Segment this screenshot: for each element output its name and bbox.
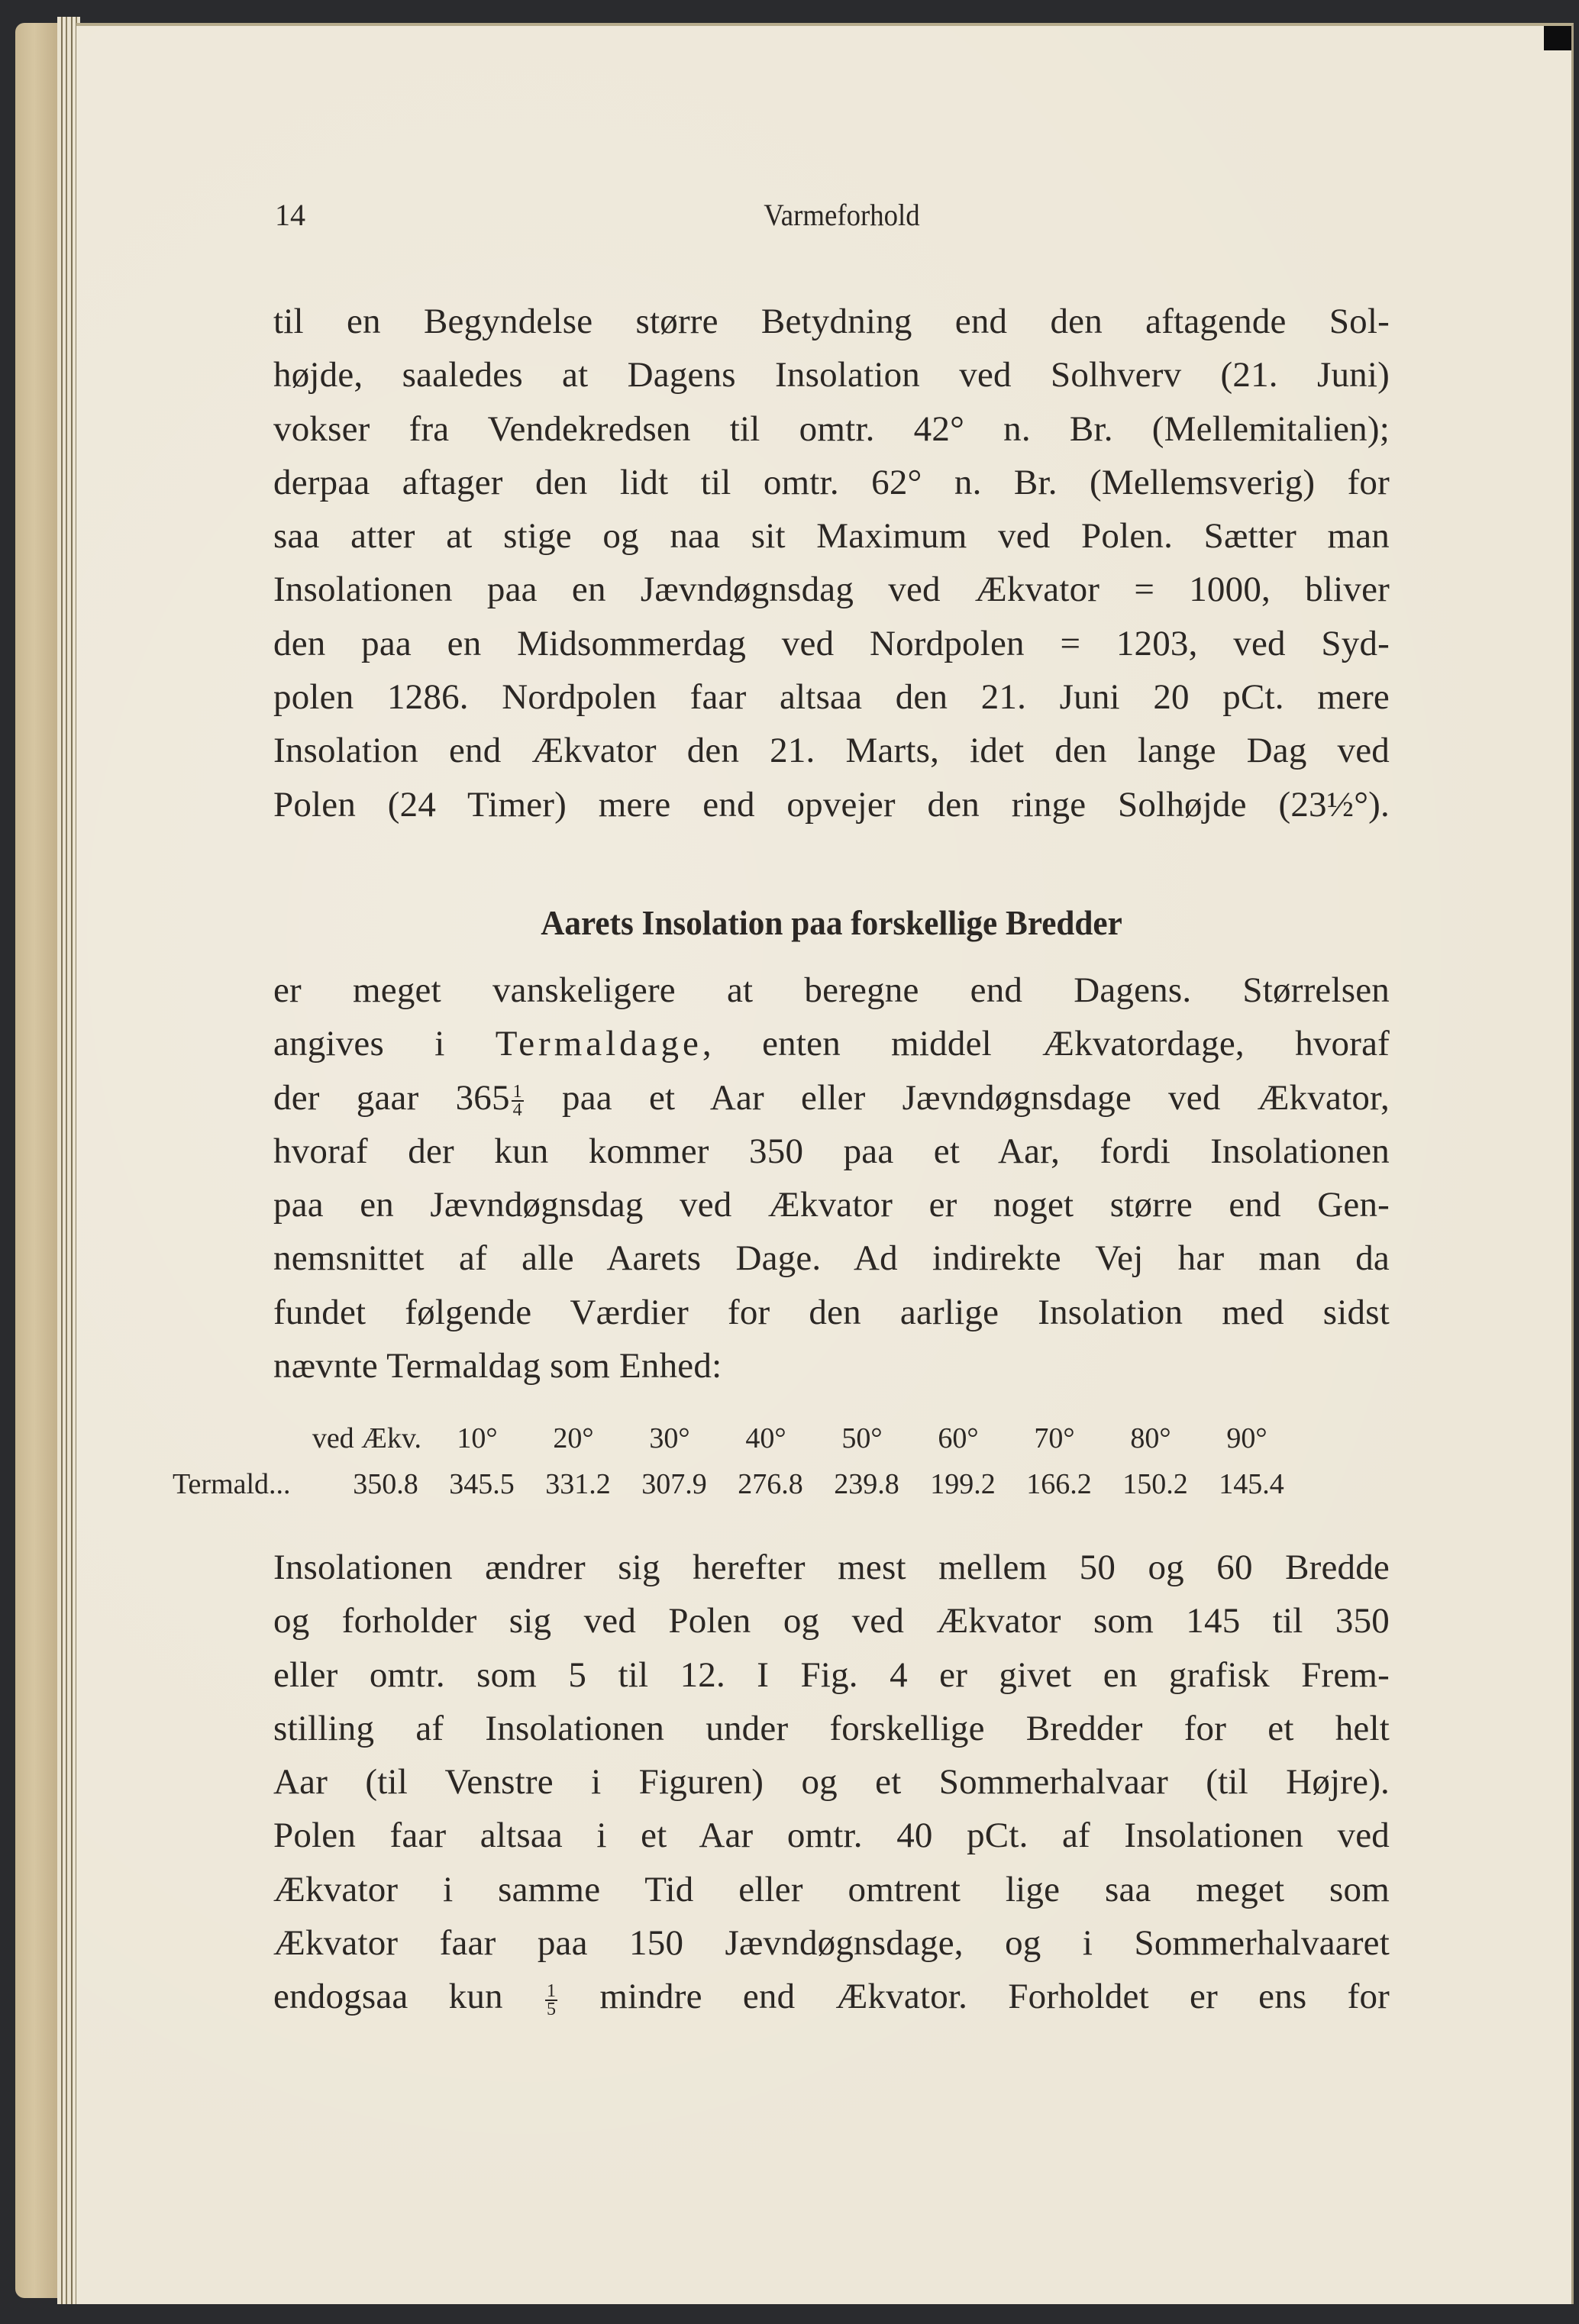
text-line: den paa en Midsommerdag ved Nordpolen = 1203, ved Syd- — [273, 623, 1390, 663]
book-spine — [15, 23, 57, 2298]
value-cell: 331.2 — [545, 1468, 611, 1500]
text-fragment: der gaar 365 — [273, 1077, 510, 1118]
value-cell: 239.8 — [834, 1468, 899, 1500]
table-values-row — [173, 1467, 1399, 1513]
text-line: til en Begyndelse større Betydning end den aftagende Sol- — [273, 302, 1390, 341]
text-line — [273, 1071, 1390, 1125]
text-line — [273, 1970, 1390, 2023]
insolation-table — [173, 1422, 1399, 1513]
text-line: polen 1286. Nordpolen faar altsaa den 21. Juni 20 pCt. mere — [273, 677, 1390, 718]
text-line: Aar (til Venstre i Figuren) og et Sommerhalvaar (til Højre). — [273, 1762, 1390, 1803]
text-line: stilling af Insolationen under forskellige Bredder for et helt — [273, 1708, 1390, 1748]
dark-corner-tab — [1544, 26, 1571, 50]
paragraph-2 — [273, 963, 1390, 1393]
header-label: ved Ækv. — [312, 1422, 421, 1454]
text-line: nævnte Termaldag som Enhed: — [273, 1346, 722, 1386]
fraction-numerator: 1 — [546, 1980, 557, 2001]
fraction-denominator: 5 — [546, 1999, 557, 2019]
section-heading: Aarets Insolation paa forskellige Bredder — [541, 904, 1122, 942]
fraction-numerator: 1 — [512, 1081, 522, 1102]
text-line: hvoraf der kun kommer 350 paa et Aar, fordi Insolationen — [273, 1131, 1390, 1171]
text-fragment: angives i — [273, 1024, 445, 1064]
text-line: derpaa aftager den lidt til omtr. 62° n. Br. (Mellemsverig) for — [273, 462, 1390, 502]
text-line: Polen faar altsaa i et Aar omtr. 40 pCt. af Insolationen ved — [273, 1816, 1390, 1856]
text-line: er meget vanskeligere at beregne end Dagens. Størrelsen — [273, 970, 1390, 1010]
latitude-cell: 60° — [938, 1422, 979, 1454]
fraction-denominator: 4 — [512, 1099, 522, 1120]
text-line: og forholder sig ved Polen og ved Ækvator som 145 til 350 — [273, 1601, 1390, 1641]
paragraph-3 — [273, 1541, 1390, 2024]
value-cell: 199.2 — [930, 1468, 996, 1500]
text-line: paa en Jævndøgnsdag ved Ækvator er noget større end Gen- — [273, 1185, 1390, 1225]
text-line: vokser fra Vendekredsen til omtr. 42° n. Br. (Mellemitalien); — [273, 408, 1390, 449]
text-fragment: mindre end Ækvator. Forholdet er ens for — [599, 1977, 1390, 2017]
row-label: Termald... — [173, 1468, 291, 1500]
latitude-cell: 10° — [457, 1422, 498, 1454]
text-line: Ækvator faar paa 150 Jævndøgnsdage, og i Sommerhalvaaret — [273, 1923, 1390, 1964]
running-title: Varmeforhold — [764, 198, 920, 232]
text-line — [273, 1017, 1390, 1070]
latitude-cell: 90° — [1226, 1422, 1267, 1454]
text-fragment: , enten middel Ækvatordage, hvoraf — [702, 1024, 1390, 1064]
latitude-cell: 40° — [745, 1422, 786, 1454]
value-cell: 307.9 — [641, 1468, 707, 1500]
text-fragment: endogsaa kun — [273, 1977, 503, 2017]
value-cell: 276.8 — [738, 1468, 803, 1500]
fraction — [512, 1083, 524, 1118]
text-line: saa atter at stige og naa sit Maximum ved Polen. Sætter man — [273, 516, 1390, 557]
text-line: fundet følgende Værdier for den aarlige Insolation med sidst — [273, 1292, 1390, 1332]
latitude-cell: 30° — [649, 1422, 690, 1454]
value-cell: 345.5 — [449, 1468, 515, 1500]
latitude-cell: 20° — [553, 1422, 594, 1454]
text-line: højde, saaledes at Dagens Insolation ved Solhverv (21. Juni) — [273, 355, 1390, 395]
text-line: Polen (24 Timer) mere end opvejer den ringe Solhøjde (23½°). — [273, 784, 1390, 825]
text-line: Insolationen paa en Jævndøgnsdag ved Ækvator = 1000, bliver — [273, 570, 1390, 610]
paragraph-1 — [273, 295, 1390, 831]
value-cell: 350.8 — [353, 1468, 418, 1500]
latitude-cell: 80° — [1130, 1422, 1171, 1454]
value-cell: 150.2 — [1122, 1468, 1188, 1500]
running-head — [275, 197, 1409, 235]
latitude-cell: 70° — [1034, 1422, 1075, 1454]
latitude-cell: 50° — [841, 1422, 883, 1454]
text-line: Insolationen ændrer sig herefter mest mellem 50 og 60 Bredde — [273, 1548, 1390, 1587]
text-line: Ækvator i samme Tid eller omtrent lige saa meget som — [273, 1869, 1390, 1909]
text-line: Insolation end Ækvator den 21. Marts, idet den lange Dag ved — [273, 731, 1390, 771]
page-number: 14 — [275, 198, 305, 232]
text-line: nemsnittet af alle Aarets Dage. Ad indirekte Vej har man da — [273, 1238, 1390, 1279]
table-header-row — [269, 1422, 1399, 1467]
spaced-term: Termaldage — [495, 1024, 702, 1064]
text-fragment: paa et Aar eller Jævndøgnsdage ved Ækvator, — [525, 1077, 1390, 1118]
fraction — [545, 1980, 557, 2019]
value-cell: 166.2 — [1026, 1468, 1092, 1500]
text-line: eller omtr. som 5 til 12. I Fig. 4 er givet en grafisk Frem- — [273, 1654, 1390, 1695]
value-cell: 145.4 — [1219, 1468, 1284, 1500]
